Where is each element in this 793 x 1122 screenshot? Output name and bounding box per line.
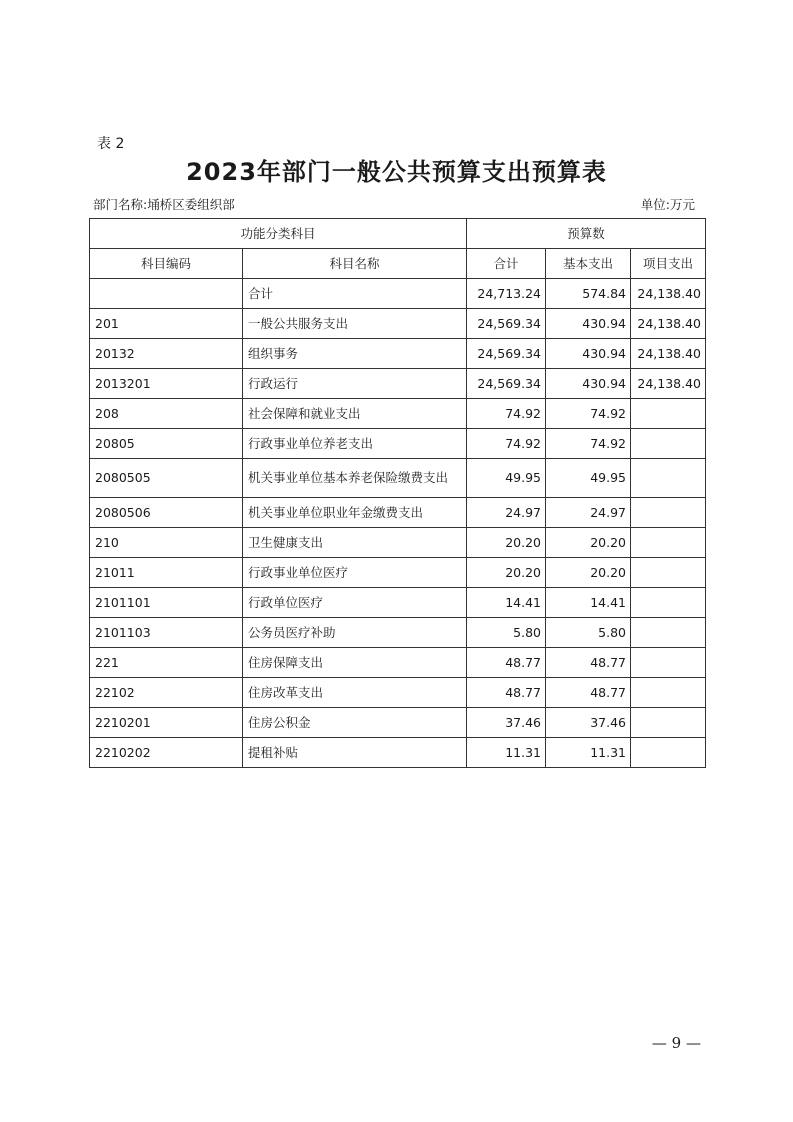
cell-name: 住房改革支出 — [243, 678, 467, 708]
cell-name: 住房保障支出 — [243, 648, 467, 678]
header-code: 科目编码 — [90, 249, 243, 279]
table-row — [90, 528, 706, 558]
header-project: 项目支出 — [631, 249, 706, 279]
table-label: 表 2 — [97, 136, 125, 152]
table-row — [90, 708, 706, 738]
header-total: 合计 — [467, 249, 546, 279]
table-row — [90, 279, 706, 309]
cell-basic: 574.84 — [546, 279, 631, 309]
department-name: 部门名称:埇桥区委组织部 — [93, 197, 235, 212]
cell-code: 201 — [90, 309, 243, 339]
cell-basic: 49.95 — [546, 459, 631, 498]
cell-basic: 48.77 — [546, 678, 631, 708]
cell-project: 24,138.40 — [631, 309, 706, 339]
table-row — [90, 399, 706, 429]
cell-code: 22102 — [90, 678, 243, 708]
cell-code: 2080505 — [90, 459, 243, 498]
cell-total: 48.77 — [467, 678, 546, 708]
cell-total: 11.31 — [467, 738, 546, 768]
cell-name: 卫生健康支出 — [243, 528, 467, 558]
cell-basic: 430.94 — [546, 309, 631, 339]
cell-basic: 14.41 — [546, 588, 631, 618]
cell-basic: 37.46 — [546, 708, 631, 738]
table-row — [90, 648, 706, 678]
cell-name: 提租补贴 — [243, 738, 467, 768]
page-title: 2023年部门一般公共预算支出预算表 — [186, 158, 607, 186]
cell-basic: 20.20 — [546, 528, 631, 558]
header-row-group — [90, 219, 706, 249]
table-row — [90, 339, 706, 369]
cell-project — [631, 558, 706, 588]
table-row — [90, 678, 706, 708]
cell-project: 24,138.40 — [631, 279, 706, 309]
header-functional: 功能分类科目 — [90, 219, 467, 249]
cell-code: 2013201 — [90, 369, 243, 399]
cell-code: 20805 — [90, 429, 243, 459]
cell-basic: 11.31 — [546, 738, 631, 768]
cell-name: 行政事业单位医疗 — [243, 558, 467, 588]
cell-total: 74.92 — [467, 429, 546, 459]
cell-project: 24,138.40 — [631, 369, 706, 399]
cell-basic: 5.80 — [546, 618, 631, 648]
cell-code: 221 — [90, 648, 243, 678]
page-number: — 9 — — [651, 1034, 701, 1052]
cell-project — [631, 528, 706, 558]
cell-total: 5.80 — [467, 618, 546, 648]
cell-name: 公务员医疗补助 — [243, 618, 467, 648]
cell-total: 24,569.34 — [467, 369, 546, 399]
cell-basic: 20.20 — [546, 558, 631, 588]
cell-total: 24.97 — [467, 498, 546, 528]
cell-basic: 74.92 — [546, 429, 631, 459]
cell-total: 24,569.34 — [467, 339, 546, 369]
cell-project — [631, 459, 706, 498]
cell-code: 20132 — [90, 339, 243, 369]
table-row — [90, 558, 706, 588]
cell-name: 合计 — [243, 279, 467, 309]
cell-code: 210 — [90, 528, 243, 558]
unit-label: 单位:万元 — [640, 197, 695, 212]
cell-basic: 74.92 — [546, 399, 631, 429]
cell-project — [631, 399, 706, 429]
cell-code: 2080506 — [90, 498, 243, 528]
cell-total: 37.46 — [467, 708, 546, 738]
cell-name: 行政事业单位养老支出 — [243, 429, 467, 459]
cell-name: 行政运行 — [243, 369, 467, 399]
cell-project — [631, 429, 706, 459]
table-row — [90, 618, 706, 648]
cell-basic: 430.94 — [546, 369, 631, 399]
cell-name: 住房公积金 — [243, 708, 467, 738]
cell-total: 48.77 — [467, 648, 546, 678]
cell-code: 2210201 — [90, 708, 243, 738]
cell-name: 组织事务 — [243, 339, 467, 369]
table-row — [90, 588, 706, 618]
cell-name: 机关事业单位职业年金缴费支出 — [243, 498, 467, 528]
table-row — [90, 369, 706, 399]
cell-total: 74.92 — [467, 399, 546, 429]
cell-project — [631, 618, 706, 648]
cell-basic: 24.97 — [546, 498, 631, 528]
cell-project — [631, 708, 706, 738]
cell-name: 社会保障和就业支出 — [243, 399, 467, 429]
table-row — [90, 738, 706, 768]
cell-name: 机关事业单位基本养老保险缴费支出 — [243, 459, 467, 498]
cell-code: 21011 — [90, 558, 243, 588]
budget-table — [89, 218, 706, 768]
cell-code: 2101101 — [90, 588, 243, 618]
cell-name: 行政单位医疗 — [243, 588, 467, 618]
cell-code — [90, 279, 243, 309]
cell-total: 20.20 — [467, 528, 546, 558]
cell-code: 2210202 — [90, 738, 243, 768]
table-row — [90, 459, 706, 498]
cell-total: 24,713.24 — [467, 279, 546, 309]
cell-project: 24,138.40 — [631, 339, 706, 369]
table-row — [90, 498, 706, 528]
cell-code: 208 — [90, 399, 243, 429]
table-row — [90, 309, 706, 339]
header-budget: 预算数 — [467, 219, 706, 249]
header-name: 科目名称 — [243, 249, 467, 279]
cell-project — [631, 498, 706, 528]
cell-code: 2101103 — [90, 618, 243, 648]
cell-project — [631, 648, 706, 678]
cell-basic: 430.94 — [546, 339, 631, 369]
cell-total: 49.95 — [467, 459, 546, 498]
cell-total: 24,569.34 — [467, 309, 546, 339]
cell-basic: 48.77 — [546, 648, 631, 678]
cell-project — [631, 738, 706, 768]
cell-total: 20.20 — [467, 558, 546, 588]
header-row-columns — [90, 249, 706, 279]
cell-project — [631, 678, 706, 708]
cell-project — [631, 588, 706, 618]
table-row — [90, 429, 706, 459]
header-basic: 基本支出 — [546, 249, 631, 279]
cell-total: 14.41 — [467, 588, 546, 618]
cell-name: 一般公共服务支出 — [243, 309, 467, 339]
